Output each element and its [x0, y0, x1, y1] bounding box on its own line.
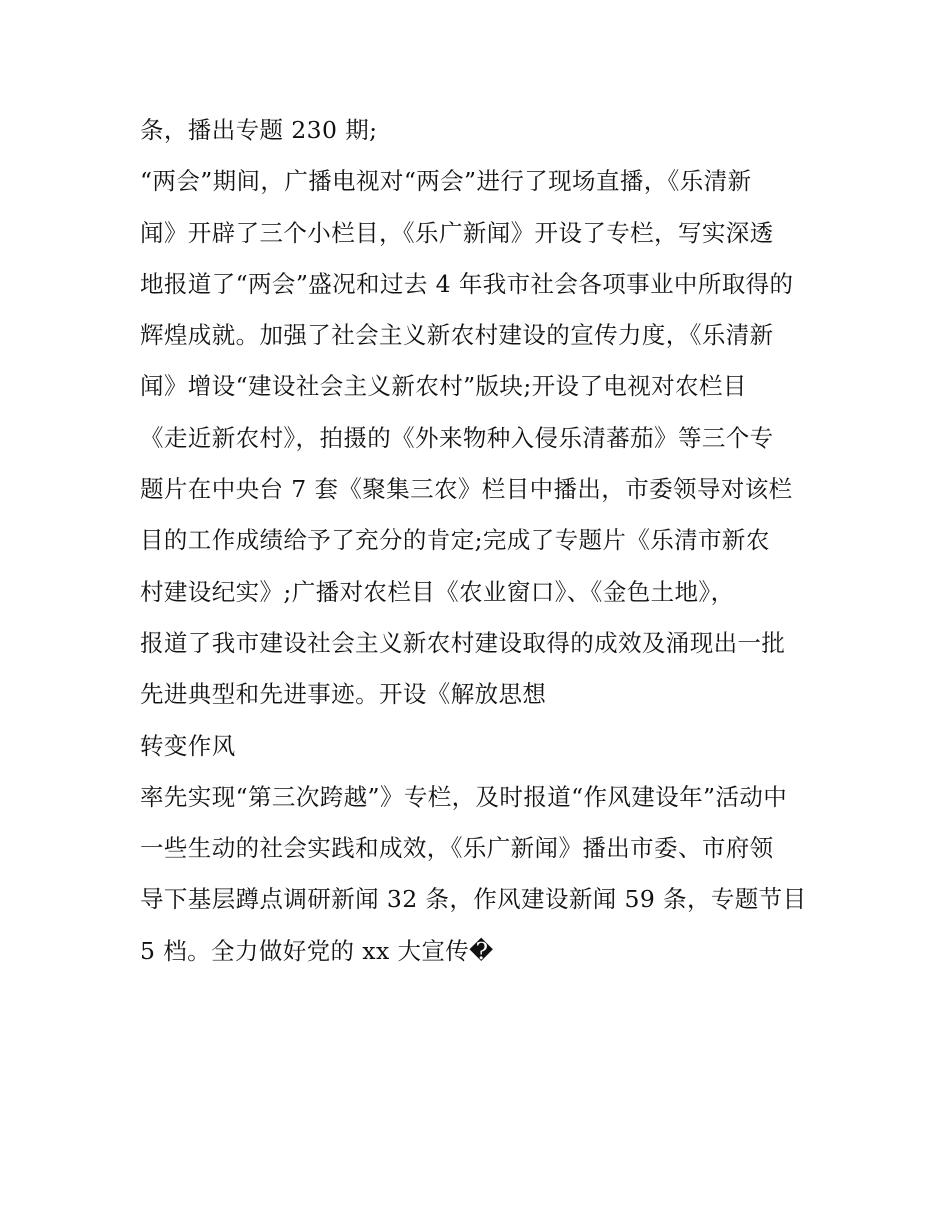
text-line: 先进典型和先进事迹。开设《解放思想 — [140, 680, 547, 709]
text-line: 一些生动的社会实践和成效，《乐广新闻》播出市委、市府领 — [140, 834, 774, 863]
text-line: 报道了我市建设社会主义新农村建设取得的成效及涌现出一批 — [140, 628, 786, 657]
text-line: 目的工作成绩给予了充分的肯定;完成了专题片《乐清市新农 — [140, 526, 770, 555]
text-line: 《走近新农村》，拍摄的《外来物种入侵乐清蕃茄》等三个专 — [140, 423, 774, 452]
text-line: 闻》增设“建设社会主义新农村”版块;开设了电视对农栏目 — [140, 372, 747, 401]
text-line: 率先实现“第三次跨越”》专栏，及时报道“作风建设年”活动中 — [140, 782, 788, 811]
text-line: 闻》开辟了三个小栏目，《乐广新闻》开设了专栏，写实深透 — [140, 218, 774, 247]
text-line: 导下基层蹲点调研新闻 32 条，作风建设新闻 59 条，专题节目 — [140, 885, 807, 914]
text-line: 条，播出专题 230 期; — [140, 116, 378, 144]
text-line: “两会”期间，广播电视对“两会”进行了现场直播，《乐清新 — [140, 167, 752, 196]
text-line: 地报道了“两会”盛况和过去 4 年我市社会各项事业中所取得的 — [140, 269, 794, 298]
text-line: 5 档。全力做好党的 xx 大宣传� — [140, 936, 494, 965]
text-line: 题片在中央台 7 套《聚集三农》栏目中播出，市委领导对该栏 — [140, 475, 793, 504]
text-line: 辉煌成就。加强了社会主义新农村建设的宣传力度，《乐清新 — [140, 321, 774, 350]
document-body — [140, 110, 820, 982]
text-line: 村建设纪实》;广播对农栏目《农业窗口》、《金色土地》， — [140, 577, 735, 606]
text-line: 转变作风 — [140, 731, 236, 760]
